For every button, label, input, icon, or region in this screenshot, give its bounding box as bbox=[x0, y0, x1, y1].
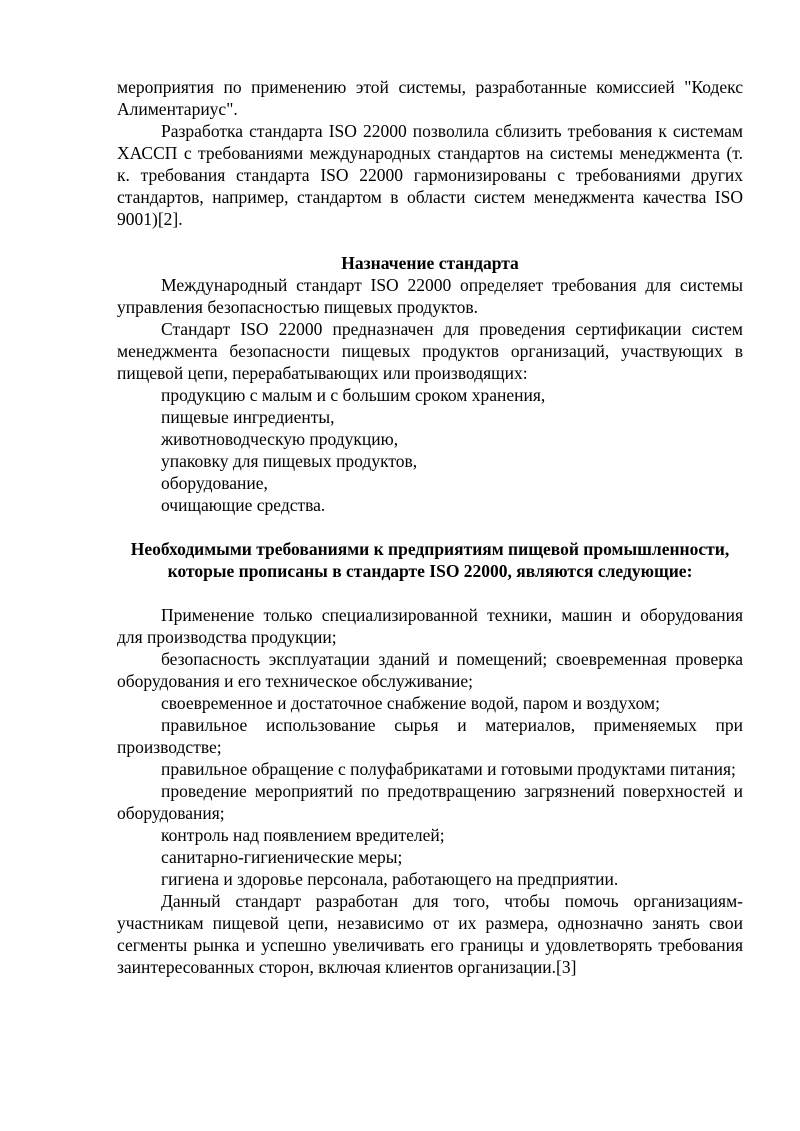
requirement-item: своевременное и достаточное снабжение водой, паром и воздухом; bbox=[161, 693, 660, 713]
section-heading-requirements: Необходимыми требованиями к предприятиям пищевой промышленности, которые прописаны в стандарте ISO 22000, являются следующие: bbox=[130, 539, 730, 581]
list-item: очищающие средства. bbox=[161, 495, 326, 515]
purpose-paragraph: Международный стандарт ISO 22000 определяет требования для системы управления безопасностью пищевых продуктов. bbox=[117, 275, 743, 317]
requirements-list bbox=[117, 604, 743, 890]
list-item: пищевые ингредиенты, bbox=[161, 407, 335, 427]
requirement-item: правильное использование сырья и материалов, применяемых при производстве; bbox=[117, 715, 743, 757]
list-item: оборудование, bbox=[161, 473, 268, 493]
intro-paragraph: Разработка стандарта ISO 22000 позволила сблизить требования к системам ХАССП с требованиями международных стандартов на системы менеджмента (т. к. требования стандарта ISO 22000 гармонизированы с требованиями других стандартов, например, стандартом в области систем менеджмента качества ISO 9001)[2]. bbox=[117, 121, 743, 229]
intro-paragraph-continued: мероприятия по применению этой системы, разработанные комиссией "Кодекс Алиментариус". bbox=[117, 77, 743, 119]
requirement-item: правильное обращение с полуфабрикатами и готовыми продуктами питания; bbox=[161, 759, 736, 779]
document-page bbox=[117, 76, 743, 978]
section-heading-purpose: Назначение стандарта bbox=[341, 253, 519, 273]
purpose-paragraph: Стандарт ISO 22000 предназначен для проведения сертификации систем менеджмента безопасности пищевых продуктов организаций, участвующих в пищевой цепи, перерабатывающих или производящих: bbox=[117, 319, 743, 383]
requirement-item: Применение только специализированной техники, машин и оборудования для производства продукции; bbox=[117, 605, 743, 647]
product-list bbox=[117, 384, 743, 516]
requirement-item: проведение мероприятий по предотвращению загрязнений поверхностей и оборудования; bbox=[117, 781, 743, 823]
list-item: животноводческую продукцию, bbox=[161, 429, 399, 449]
requirement-item: безопасность эксплуатации зданий и помещений; своевременная проверка оборудования и его техническое обслуживание; bbox=[117, 649, 743, 691]
list-item: упаковку для пищевых продуктов, bbox=[161, 451, 418, 471]
list-item: продукцию с малым и с большим сроком хранения, bbox=[161, 385, 546, 405]
closing-paragraph: Данный стандарт разработан для того, чтобы помочь организациям-участникам пищевой цепи, независимо от их размера, однозначно занять свои сегменты рынка и успешно увеличивать его границы и удовлетворять требования заинтересованных сторон, включая клиентов организации.[3] bbox=[117, 891, 743, 977]
requirement-item: гигиена и здоровье персонала, работающего на предприятии. bbox=[161, 869, 619, 889]
requirement-item: контроль над появлением вредителей; bbox=[161, 825, 445, 845]
requirement-item: санитарно-гигиенические меры; bbox=[161, 847, 403, 867]
